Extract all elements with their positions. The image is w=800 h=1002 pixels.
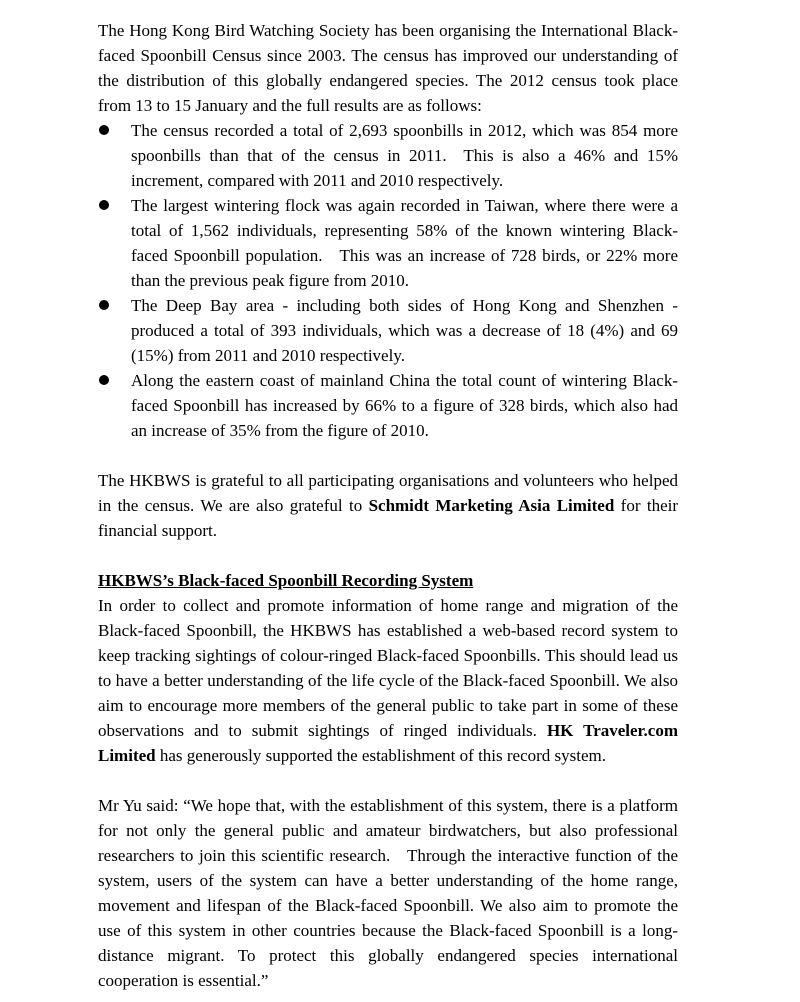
intro-paragraph: The Hong Kong Bird Watching Society has been organising the International Black-faced Spoonbill Census since 2003. The census has improved our understanding of the distribution of this globally endangered species. The 2012 census took place from 13 to 15 January and the full results are as follows: [98, 21, 678, 115]
list-item-text: The Deep Bay area - including both sides of Hong Kong and Shenzhen - produced a total of 393 individuals, which was a decrease of 18 (4%) and 69 (15%) from 2011 and 2010 respectively. [131, 296, 678, 365]
paragraph-spacer [98, 443, 678, 468]
thanks-sponsor-name: Schmidt Marketing Asia Limited [368, 496, 615, 515]
recording-system-paragraph [98, 593, 678, 768]
document-page [98, 18, 678, 993]
bullet-icon [99, 125, 109, 135]
bullet-icon [99, 300, 109, 310]
recording-sponsor-name: HK Traveler.com Limited [98, 721, 678, 765]
thanks-text-after: for their financial support. [98, 496, 678, 540]
quote-paragraph: Mr Yu said: “We hope that, with the establishment of this system, there is a platform for not only the general public and amateur birdwatchers, but also professional researchers to join this scientific research. Through the interactive function of the system, users of the system can have a better understanding of the home range, movement and lifespan of the Black-faced Spoonbill. We also aim to promote the use of this system in other countries because the Black-faced Spoonbill is a long-distance migrant. To protect this globally endangered species international cooperation is essential.” [98, 796, 678, 990]
list-item-text: Along the eastern coast of mainland China the total count of wintering Black-faced Spoonbill has increased by 66% to a figure of 328 birds, which also had an increase of 35% from the figure of 2010. [131, 371, 678, 440]
recording-text-before: In order to collect and promote information of home range and migration of the Black-faced Spoonbill, the HKBWS has established a web-based record system to keep tracking sightings of colour-ringed Black-faced Spoonbills. This should lead us to have a better understanding of the life cycle of the Black-faced Spoonbill. We also aim to encourage more members of the general public to take part in some of these observations and to submit sightings of ringed individuals. [98, 596, 678, 740]
recording-text-after: has generously supported the establishment of this record system. [155, 746, 607, 765]
list-item-text: The census recorded a total of 2,693 spoonbills in 2012, which was 854 more spoonbills than that of the census in 2011. This is also a 46% and 15% increment, compared with 2011 and 2010 respectively. [131, 121, 678, 190]
list-item [98, 368, 678, 443]
list-item [98, 118, 678, 193]
list-item-text: The largest wintering flock was again recorded in Taiwan, where there were a total of 1,562 individuals, representing 58% of the known wintering Black-faced Spoonbill population. This was an increase of 728 birds, or 22% more than the previous peak figure from 2010. [131, 196, 678, 290]
thanks-paragraph [98, 468, 678, 543]
list-item [98, 193, 678, 293]
paragraph-spacer [98, 768, 678, 793]
list-item [98, 293, 678, 368]
bullet-icon [99, 200, 109, 210]
section-heading: HKBWS’s Black-faced Spoonbill Recording System [98, 571, 474, 590]
bullet-icon [99, 375, 109, 385]
paragraph-spacer [98, 543, 678, 568]
census-results-list [98, 118, 678, 443]
thanks-text-before: The HKBWS is grateful to all participating organisations and volunteers who helped in the census. We are also grateful to [98, 471, 678, 515]
